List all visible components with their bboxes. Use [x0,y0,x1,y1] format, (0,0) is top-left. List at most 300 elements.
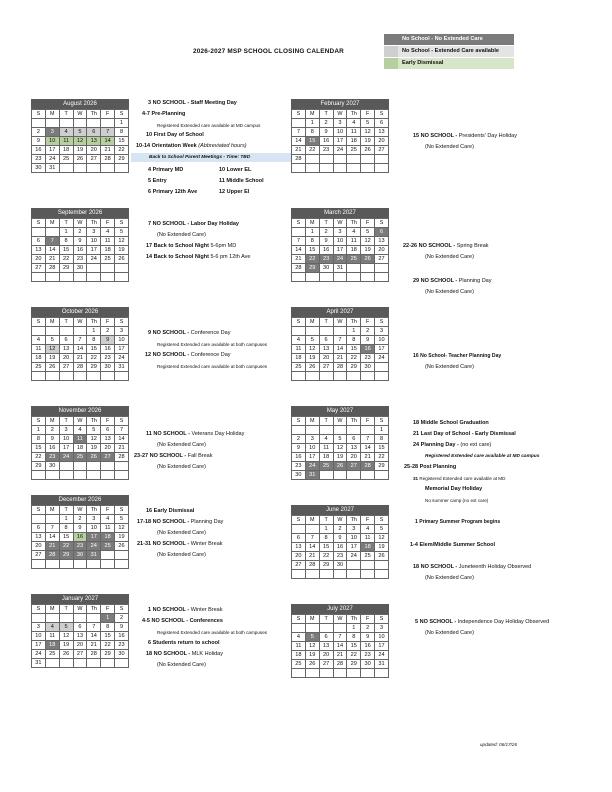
day-cell: 10 [87,524,101,533]
calendar-event [148,330,230,337]
day-cell: 6 [87,128,101,137]
day-cell: 13 [32,246,46,255]
empty-cell [375,264,389,273]
day-cell: 30 [361,660,375,669]
day-cell: 21 [73,354,87,363]
empty-cell [319,372,333,381]
day-cell: 28 [361,462,375,471]
day-cell: 11 [45,632,59,641]
day-cell: 17 [87,533,101,542]
day-cell: 2 [292,435,306,444]
empty-cell [319,471,333,480]
month-title: July 2027 [291,604,389,614]
event-detail: Planning Day [458,278,492,284]
event-date: 25-28 [404,464,420,470]
day-cell: 8 [115,128,129,137]
empty-cell [347,570,361,579]
day-cell: 15 [375,444,389,453]
calendar-event [415,619,549,626]
month-calendar [291,99,389,173]
weekday-header: T [59,318,73,327]
weekday-header: T [319,318,333,327]
empty-cell [87,614,101,623]
day-cell: 24 [87,255,101,264]
day-cell: 5 [59,623,73,632]
day-cell: 22 [375,453,389,462]
day-cell: 4 [347,119,361,128]
day-cell: 11 [101,524,115,533]
event-text: Registered Extended care available at MD campus [425,454,540,459]
day-cell: 29 [347,660,361,669]
day-cell: 14 [292,246,306,255]
day-cell: 17 [45,146,59,155]
empty-cell [32,273,46,282]
event-detail: Winter Break [190,541,223,547]
empty-cell [361,155,375,164]
event-text: Registered Extended care available at MD campus [157,123,261,128]
legend-swatch [384,34,398,45]
legend-item-no-school [384,34,514,45]
day-cell: 18 [292,651,306,660]
event-date: 6 [148,640,153,646]
day-cell: 6 [292,534,306,543]
day-cell: 11 [292,345,306,354]
day-cell: 26 [333,462,347,471]
day-cell: 20 [101,444,115,453]
event-detail: Veterans Day Holiday [191,431,245,437]
weekday-header: S [115,417,129,426]
day-cell: 23 [333,552,347,561]
empty-cell [45,515,59,524]
weekday-header: S [292,516,306,525]
empty-cell [347,164,361,173]
day-cell: 26 [59,650,73,659]
day-cell: 28 [115,453,129,462]
day-cell: 24 [32,650,46,659]
empty-cell [292,570,306,579]
day-cell: 13 [59,345,73,354]
empty-cell [87,560,101,569]
day-cell: 10 [375,633,389,642]
day-cell: 6 [347,435,361,444]
event-text: Elem/Middle Summer School [419,542,495,548]
empty-cell [319,570,333,579]
day-cell: 14 [361,444,375,453]
day-cell: 21 [45,255,59,264]
empty-cell [305,164,319,173]
day-cell: 26 [45,363,59,372]
empty-cell [87,471,101,480]
empty-cell [115,551,129,560]
day-cell: 7 [73,336,87,345]
day-cell: 4 [59,128,73,137]
day-cell: 10 [333,237,347,246]
event-text: Pre-Planning [151,111,186,117]
event-text: Upper El [226,189,250,195]
day-cell: 23 [292,462,306,471]
day-cell: 26 [73,155,87,164]
day-cell: 4 [292,336,306,345]
day-cell: 30 [32,164,46,173]
event-text: (No Extended Care) [157,464,206,470]
day-cell: 5 [361,228,375,237]
weekday-header: T [59,417,73,426]
day-cell: 4 [45,623,59,632]
day-cell: 28 [305,561,319,570]
day-cell: 7 [87,623,101,632]
day-cell: 2 [319,119,333,128]
day-cell: 9 [45,435,59,444]
day-cell: 19 [115,246,129,255]
month-calendar [291,604,389,678]
empty-cell [333,164,347,173]
day-cell: 1 [319,525,333,534]
day-cell: 16 [292,453,306,462]
day-cell: 30 [361,363,375,372]
day-cell: 29 [375,462,389,471]
calendar-event [148,167,183,174]
day-cell: 28 [45,551,59,560]
legend-item-extended-care [384,46,514,57]
event-text: Early Dismissal [153,508,195,514]
day-cell: 20 [73,641,87,650]
day-cell: 3 [87,515,101,524]
day-cell: 31 [375,660,389,669]
day-cell: 3 [59,426,73,435]
weekday-header: S [375,516,389,525]
day-cell: 20 [32,542,46,551]
day-cell: 17 [87,246,101,255]
calendar-event [145,352,231,359]
weekday-header: Th [87,219,101,228]
empty-cell [347,471,361,480]
empty-cell [101,462,115,471]
event-text: (No Extended Care) [425,144,474,150]
calendar-event [219,189,249,196]
day-cell: 27 [87,155,101,164]
day-cell: 3 [87,228,101,237]
day-cell: 19 [73,146,87,155]
weekday-header: T [319,615,333,624]
day-cell: 24 [305,462,319,471]
day-cell: 31 [87,551,101,560]
event-date: 10-14 [136,143,152,149]
day-cell: 27 [347,462,361,471]
weekday-header: M [45,417,59,426]
month-calendar [31,307,129,381]
weekday-header: T [319,516,333,525]
weekday-header: F [361,318,375,327]
day-cell: 27 [319,363,333,372]
empty-cell [59,462,73,471]
event-date: 5 [415,619,420,625]
calendar-event [425,289,474,296]
day-cell: 30 [73,264,87,273]
day-cell: 21 [115,444,129,453]
calendar-event [137,519,223,526]
day-cell: 11 [319,444,333,453]
empty-cell [361,426,375,435]
day-cell: 9 [115,623,129,632]
event-text: Registered Extended care available at both campuses [157,364,268,369]
month-calendar [31,594,129,668]
event-date: 15 [413,133,421,139]
day-cell: 3 [333,228,347,237]
day-cell: 5 [305,633,319,642]
day-cell: 12 [73,137,87,146]
weekday-header: W [333,417,347,426]
event-text: Orientation Week [151,143,199,149]
day-cell: 11 [59,137,73,146]
event-text: Entry [152,178,167,184]
event-detail: Conference Day [190,352,231,358]
empty-cell [333,372,347,381]
day-cell: 10 [333,128,347,137]
event-date: 14 [146,254,154,260]
event-text: (No Extended Care) [425,254,474,260]
weekday-header: M [305,219,319,228]
legend-swatch [384,46,398,57]
empty-cell [87,659,101,668]
weekday-header: M [45,219,59,228]
empty-cell [319,327,333,336]
day-cell: 23 [32,155,46,164]
day-cell: 13 [319,642,333,651]
event-text: NO SCHOOL - [420,564,459,570]
day-cell: 22 [305,255,319,264]
empty-cell [292,164,306,173]
day-cell: 25 [59,155,73,164]
day-cell: 25 [32,363,46,372]
day-cell: 5 [375,525,389,534]
day-cell: 18 [347,137,361,146]
empty-cell [319,155,333,164]
event-date: 23-27 [134,453,150,459]
day-cell: 26 [305,660,319,669]
event-date: 21 [413,431,421,437]
empty-cell [45,228,59,237]
event-date: 4 [148,167,153,173]
weekday-header: W [73,318,87,327]
day-cell: 18 [347,246,361,255]
day-cell: 1 [32,426,46,435]
day-cell: 24 [375,651,389,660]
day-cell: 14 [87,632,101,641]
day-cell: 20 [59,354,73,363]
day-cell: 28 [45,264,59,273]
day-cell: 21 [292,146,306,155]
day-cell: 24 [333,146,347,155]
day-cell: 16 [73,533,87,542]
day-cell: 29 [59,264,73,273]
event-detail: Juneteenth Holiday Observed [458,564,532,570]
empty-cell [333,426,347,435]
calendar-event [157,464,206,471]
empty-cell [32,560,46,569]
empty-cell [375,155,389,164]
day-cell: 3 [347,525,361,534]
empty-cell [87,462,101,471]
day-cell: 17 [305,453,319,462]
empty-cell [375,471,389,480]
calendar-event [148,178,167,185]
weekday-header: F [361,615,375,624]
day-cell: 23 [73,542,87,551]
day-cell: 1 [59,228,73,237]
event-text: (No Extended Care) [157,662,206,668]
weekday-header: T [59,219,73,228]
day-cell: 25 [73,453,87,462]
empty-cell [115,273,129,282]
empty-cell [73,164,87,173]
day-cell: 21 [333,651,347,660]
event-date: 4-5 [142,618,152,624]
weekday-header: Th [347,110,361,119]
day-cell: 17 [375,642,389,651]
day-cell: 5 [305,336,319,345]
calendar-event [415,519,500,526]
day-cell: 8 [305,237,319,246]
day-cell: 8 [59,524,73,533]
empty-cell [305,273,319,282]
calendar-event [413,431,516,438]
empty-cell [45,327,59,336]
day-cell: 30 [319,264,333,273]
empty-cell [375,372,389,381]
empty-cell [319,273,333,282]
event-date: 6 [148,189,153,195]
day-cell: 7 [101,128,115,137]
empty-cell [361,372,375,381]
day-cell: 25 [347,255,361,264]
empty-cell [101,273,115,282]
empty-cell [32,372,46,381]
weekday-header: T [319,219,333,228]
calendar-event [146,254,250,261]
legend [384,34,514,70]
event-date: 1-4 [410,542,420,548]
event-text: No School- Teacher Planning Day [420,353,502,359]
event-date: 11 [219,178,227,184]
event-date: 29 [413,278,421,284]
month-calendar [291,208,389,282]
day-cell: 15 [305,137,319,146]
day-cell: 28 [333,363,347,372]
day-cell: 9 [319,128,333,137]
day-cell: 15 [347,345,361,354]
event-date: 1 [415,519,420,525]
event-date: 17-18 [137,519,153,525]
day-cell: 9 [361,633,375,642]
weekday-header: S [32,417,46,426]
empty-cell [59,119,73,128]
month-title: October 2026 [31,307,129,317]
day-cell: 22 [59,255,73,264]
day-cell: 6 [375,228,389,237]
day-cell: 14 [73,345,87,354]
day-cell: 8 [319,534,333,543]
calendar-event [413,133,517,140]
event-detail: Planning Day [190,519,224,525]
weekday-header: W [333,110,347,119]
day-cell: 11 [101,237,115,246]
day-cell: 27 [292,561,306,570]
weekday-header: W [73,110,87,119]
event-text: NO SCHOOL - [152,352,191,358]
event-text: NO SCHOOL - [152,607,191,613]
event-text: Primary MD [152,167,184,173]
calendar-event [403,243,489,250]
day-cell: 23 [361,354,375,363]
event-date: 1 [148,607,153,613]
day-cell: 2 [319,228,333,237]
day-cell: 10 [375,336,389,345]
day-cell: 15 [87,345,101,354]
event-text: (No Extended Care) [425,289,474,295]
day-cell: 4 [361,525,375,534]
day-cell: 3 [32,623,46,632]
day-cell: 19 [333,453,347,462]
day-cell: 4 [73,426,87,435]
day-cell: 7 [333,633,347,642]
day-cell: 16 [319,246,333,255]
empty-cell [347,372,361,381]
day-cell: 16 [361,642,375,651]
day-cell: 8 [347,336,361,345]
day-cell: 12 [305,642,319,651]
event-text: NO SCHOOL - [419,619,458,625]
day-cell: 23 [73,255,87,264]
day-cell: 4 [101,228,115,237]
weekday-header: T [319,417,333,426]
day-cell: 22 [347,651,361,660]
day-cell: 1 [305,228,319,237]
empty-cell [319,426,333,435]
empty-cell [32,471,46,480]
day-cell: 14 [45,533,59,542]
day-cell: 10 [87,237,101,246]
event-text: NO SCHOOL - [149,453,188,459]
day-cell: 17 [59,444,73,453]
empty-cell [292,228,306,237]
event-date: 3 [148,100,153,106]
calendar-event [134,453,212,460]
weekday-header: S [375,615,389,624]
empty-cell [305,669,319,678]
event-detail: Fall Break [187,453,213,459]
day-cell: 3 [375,327,389,336]
calendar-event [413,475,505,482]
calendar-event [146,508,194,515]
weekday-header: T [59,110,73,119]
calendar-event [413,353,501,360]
calendar-event [149,154,250,161]
empty-cell [319,164,333,173]
calendar-event [413,420,489,427]
event-text: NO SCHOOL - Conferences [151,618,223,624]
event-text: NO SCHOOL - [153,431,192,437]
weekday-header: M [305,110,319,119]
day-cell: 31 [45,164,59,173]
empty-cell [361,264,375,273]
empty-cell [101,372,115,381]
day-cell: 5 [333,435,347,444]
weekday-header: M [45,318,59,327]
day-cell: 17 [333,246,347,255]
event-detail: Conference Day [190,330,231,336]
weekday-header: M [305,417,319,426]
empty-cell [292,525,306,534]
